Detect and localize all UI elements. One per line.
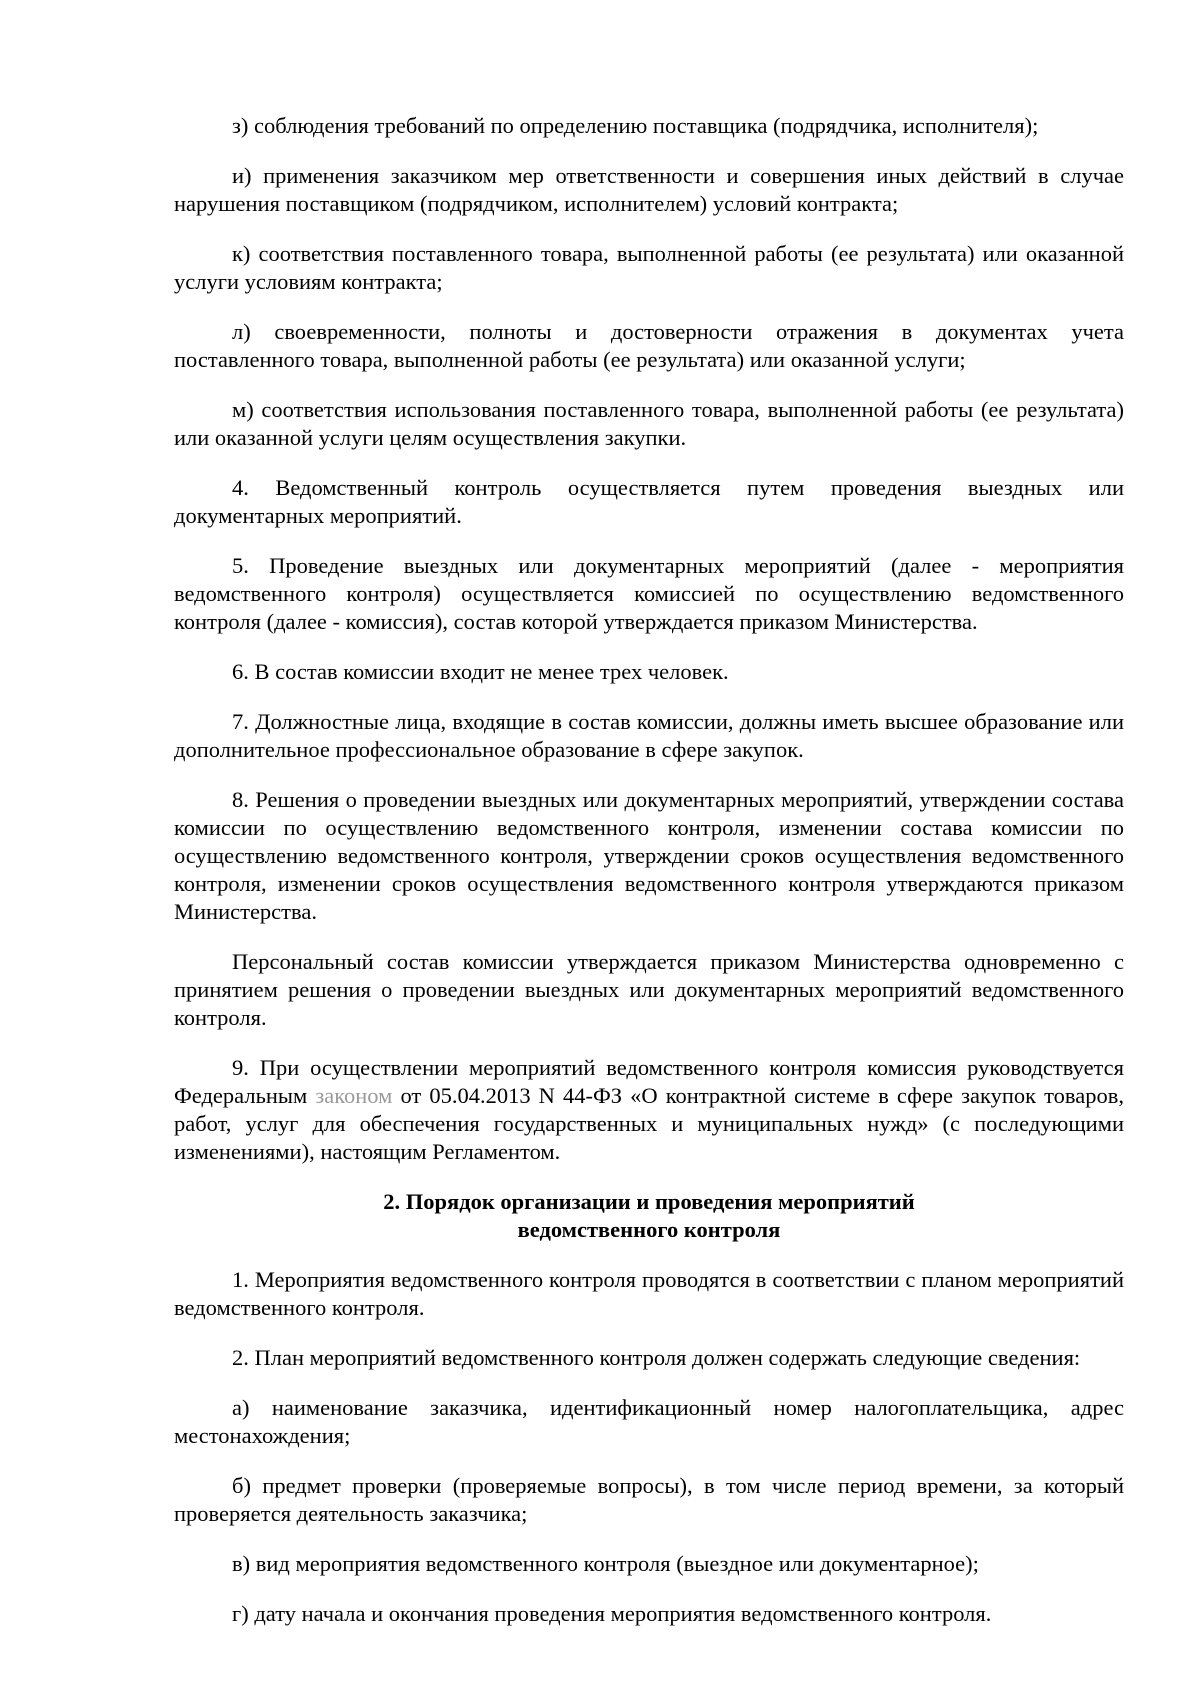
paragraph-7: 7. Должностные лица, входящие в состав комиссии, должны иметь высшее образование или дополнительное профессиональное образование в сфере закупок. — [174, 709, 1124, 762]
paragraph-8: 8. Решения о проведении выездных или документарных мероприятий, утверждении состава комиссии по осуществлению ведомственного контроля, изменении состава комиссии по осуществлению ведомственного контроля, утверждении сроков осуществления ведомственного контроля, изменении сроков осуществления ведомственного контроля утверждаются приказом Министерства. — [174, 787, 1124, 924]
paragraph-m: м) соответствия использования поставленного товара, выполненной работы (ее результата) или оказанной услуги целям осуществления закупки. — [174, 397, 1124, 450]
section-2-paragraph-v: в) вид мероприятия ведомственного контроля (выездное или документарное); — [232, 1551, 979, 1576]
paragraph-9-after: от 05.04.2013 N 44-ФЗ «О контрактной системе в сфере закупок товаров, работ, услуг для обеспечения государственных и муниципальных нужд» (с последующими изменениями), настоящим Регламентом. — [174, 1083, 1124, 1164]
section-2-paragraph-2: 2. План мероприятий ведомственного контроля должен содержать следующие сведения: — [232, 1345, 1081, 1370]
paragraph-z: з) соблюдения требований по определению поставщика (подрядчика, исполнителя); — [232, 113, 1039, 138]
paragraph-k: к) соответствия поставленного товара, выполненной работы (ее результата) или оказанной услуги условиям контракта; — [174, 241, 1124, 294]
section-2-heading — [174, 1188, 1124, 1244]
section-2-paragraph-1: 1. Мероприятия ведомственного контроля проводятся в соответствии с планом мероприятий ведомственного контроля. — [174, 1267, 1124, 1320]
paragraph-6: 6. В состав комиссии входит не менее трех человек. — [232, 659, 729, 684]
paragraph-9-law-word: законом — [315, 1083, 393, 1108]
paragraph-4: 4. Ведомственный контроль осуществляется путем проведения выездных или документарных мероприятий. — [174, 475, 1124, 528]
section-2-paragraph-b: б) предмет проверки (проверяемые вопросы), в том числе период времени, за который проверяется деятельность заказчика; — [174, 1473, 1124, 1526]
document-page — [174, 112, 1124, 1650]
section-2-paragraph-g: г) дату начала и окончания проведения мероприятия ведомственного контроля. — [232, 1601, 992, 1626]
paragraph-9 — [174, 1054, 1124, 1166]
paragraph-personal-composition: Персональный состав комиссии утверждается приказом Министерства одновременно с принятием решения о проведении выездных или документарных мероприятий ведомственного контроля. — [174, 949, 1124, 1030]
paragraph-5: 5. Проведение выездных или документарных мероприятий (далее - мероприятия ведомственного контроля) осуществляется комиссией по осуществлению ведомственного контроля (далее - комиссия), состав которой утверждается приказом Министерства. — [174, 553, 1124, 634]
paragraph-9-before: 9. При осуществлении мероприятий ведомственного контроля комиссия руководствуется Федеральным — [174, 1055, 1124, 1108]
paragraph-l: л) своевременности, полноты и достоверности отражения в документах учета поставленного товара, выполненной работы (ее результата) или оказанной услуги; — [174, 319, 1124, 372]
paragraph-i: и) применения заказчиком мер ответственности и совершения иных действий в случае нарушения поставщиком (подрядчиком, исполнителем) условий контракта; — [174, 163, 1124, 216]
section-2-heading-line1: 2. Порядок организации и проведения мероприятий — [383, 1189, 915, 1214]
section-2-heading-line2: ведомственного контроля — [517, 1217, 781, 1242]
section-2-paragraph-a: а) наименование заказчика, идентификационный номер налогоплательщика, адрес местонахождения; — [174, 1395, 1124, 1448]
